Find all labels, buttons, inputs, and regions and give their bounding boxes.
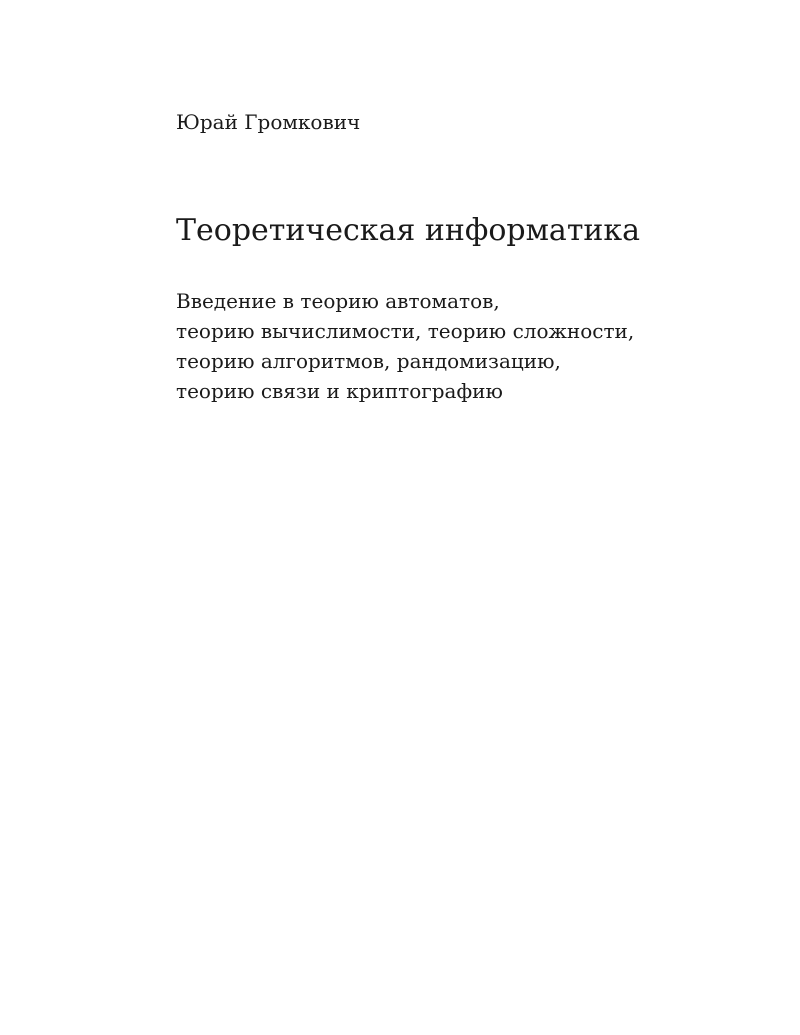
subtitle-line: Введение в теорию автоматов,: [176, 289, 500, 313]
author-name: Юрай Громкович: [176, 110, 361, 134]
book-title: Теоретическая информатика: [176, 213, 641, 248]
subtitle-line: теорию вычислимости, теорию сложности,: [176, 319, 635, 343]
subtitle-line: теорию алгоритмов, рандомизацию,: [176, 349, 561, 373]
subtitle-line: теорию связи и криптографию: [176, 379, 503, 403]
book-subtitle: [176, 286, 634, 406]
